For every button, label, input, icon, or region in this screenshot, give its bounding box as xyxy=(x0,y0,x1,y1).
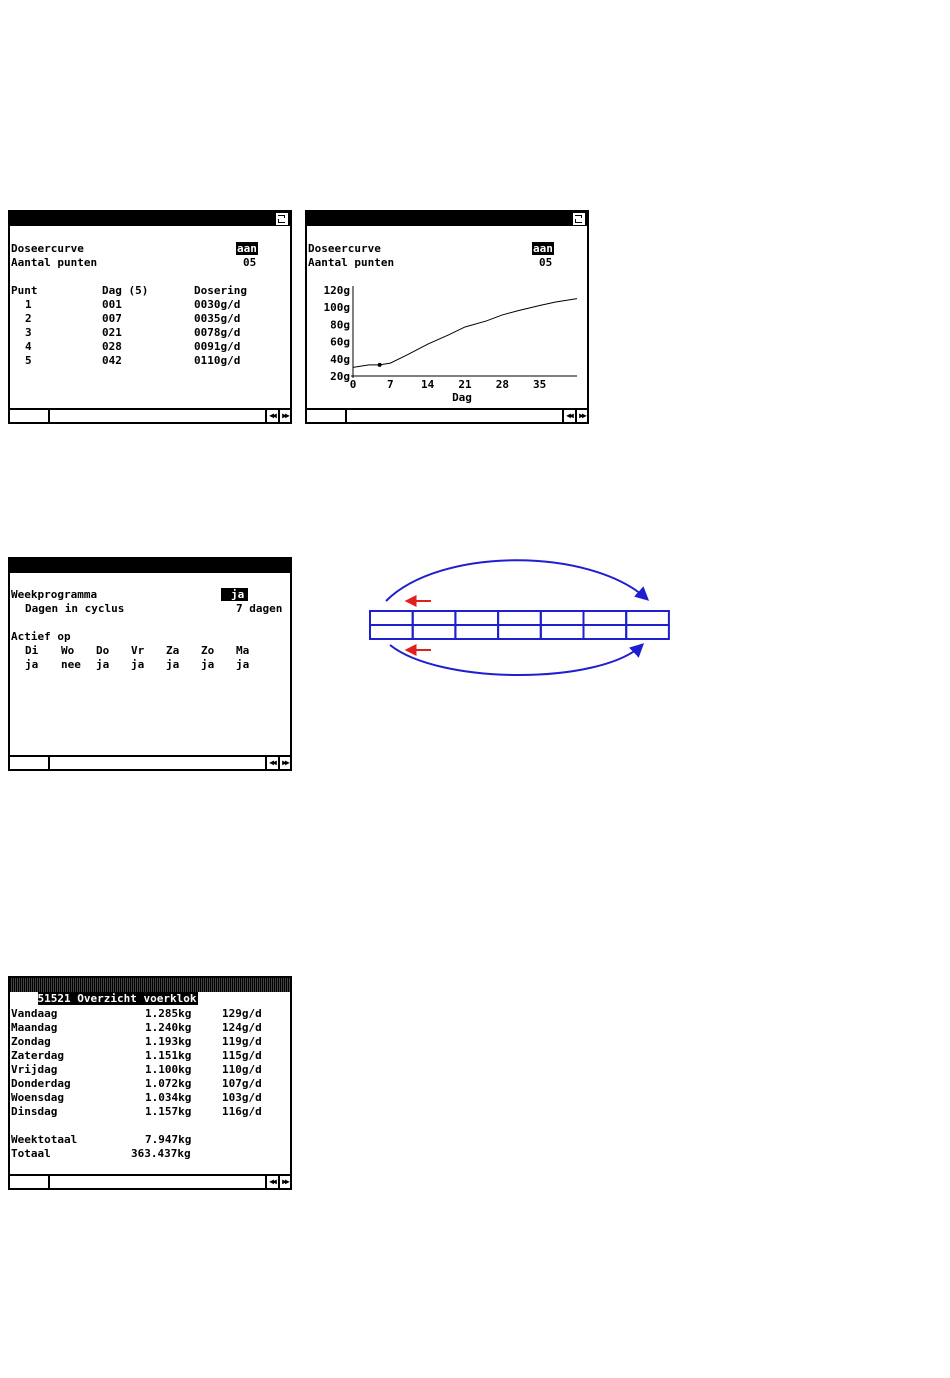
day-label: Zaterdag xyxy=(11,1049,64,1062)
day-rate: 119g/d xyxy=(222,1035,262,1048)
screen-title: 5142 Doseercurve voerklok xyxy=(334,226,501,239)
cycle-cell xyxy=(370,625,413,639)
doseercurve-label: Doseercurve xyxy=(308,242,381,255)
y-tick-label: 100g xyxy=(323,301,350,315)
dosing-curve-graph-screen xyxy=(305,210,589,424)
totaal-value: 363.437kg xyxy=(131,1147,191,1160)
cycle-cell xyxy=(541,625,584,639)
cycle-cell xyxy=(370,611,413,625)
row-punt: 2 xyxy=(25,312,32,325)
row-dag[interactable]: 001 xyxy=(102,298,122,311)
day-active-value[interactable]: nee xyxy=(61,658,81,671)
day-total: 1.240kg xyxy=(145,1021,192,1034)
aantal-punten-value[interactable]: 05 xyxy=(243,256,257,269)
y-tick-label: 80g xyxy=(330,318,350,332)
day-active-value[interactable]: ja xyxy=(166,658,180,671)
row-dosering[interactable]: 0091g/d xyxy=(194,340,241,353)
softkey-bar xyxy=(10,408,290,422)
softkey-divider xyxy=(48,410,50,422)
day-header: Ma xyxy=(236,644,250,657)
row-dosering[interactable]: 0035g/d xyxy=(194,312,241,325)
row-dosering[interactable]: 0078g/d xyxy=(194,326,241,339)
day-header: Do xyxy=(96,644,110,657)
cycle-cell xyxy=(413,625,456,639)
row-dag[interactable]: 007 xyxy=(102,312,122,325)
softkey-divider xyxy=(48,757,50,769)
top-cycle-arrow xyxy=(386,560,647,601)
day-total: 1.034kg xyxy=(145,1091,192,1104)
day-rate: 129g/d xyxy=(222,1007,262,1020)
weektotaal-value: 7.947kg xyxy=(145,1133,192,1146)
softkey-bar xyxy=(307,408,587,422)
row-punt: 3 xyxy=(25,326,32,339)
softkey-bar xyxy=(10,1174,290,1188)
doseercurve-label: Doseercurve xyxy=(11,242,84,255)
series-line xyxy=(353,299,577,368)
cycle-cell xyxy=(455,625,498,639)
day-label: Zondag xyxy=(11,1035,51,1048)
x-tick-label: 35 xyxy=(533,378,547,391)
screen-title: 5141 Weekprogramma voerklok xyxy=(37,573,217,586)
fast-forward-icon[interactable]: ▶▶ xyxy=(278,1176,290,1188)
y-tick-label: 20g xyxy=(330,370,350,383)
day-label: Maandag xyxy=(11,1021,58,1034)
cycle-cell xyxy=(413,611,456,625)
row-dag[interactable]: 021 xyxy=(102,326,122,339)
dosing-curve-table-screen xyxy=(8,210,292,424)
day-rate: 115g/d xyxy=(222,1049,262,1062)
day-rate: 103g/d xyxy=(222,1091,262,1104)
dagen-in-cyclus-label: Dagen in cyclus xyxy=(25,602,125,615)
cycle-cell xyxy=(626,625,669,639)
column-header-dosering: Dosering xyxy=(194,284,247,297)
row-punt: 5 xyxy=(25,354,32,367)
cycle-cell xyxy=(541,611,584,625)
row-dosering[interactable]: 0110g/d xyxy=(194,354,241,367)
day-rate: 110g/d xyxy=(222,1063,262,1076)
cursor-point xyxy=(378,363,382,367)
day-header: Di xyxy=(25,644,39,657)
x-axis-label: Dag xyxy=(452,391,472,404)
cycle-cell xyxy=(626,611,669,625)
y-tick-label: 60g xyxy=(330,335,350,349)
fast-forward-icon[interactable]: ▶▶ xyxy=(278,757,290,769)
weektotaal-label: Weektotaal xyxy=(11,1133,78,1146)
day-total: 1.072kg xyxy=(145,1077,192,1090)
softkey-divider xyxy=(345,410,347,422)
row-dag[interactable]: 028 xyxy=(102,340,122,353)
dosing-curve-chart xyxy=(307,280,587,408)
cycle-cell xyxy=(584,611,627,625)
day-label: Donderdag xyxy=(11,1077,71,1090)
page-switch-icon[interactable] xyxy=(573,213,585,225)
actief-op-label: Actief op xyxy=(11,630,71,643)
row-punt: 4 xyxy=(25,340,32,353)
day-total: 1.285kg xyxy=(145,1007,192,1020)
row-dag[interactable]: 042 xyxy=(102,354,122,367)
aantal-punten-label: Aantal punten xyxy=(308,256,395,269)
aantal-punten-value[interactable]: 05 xyxy=(539,256,553,269)
cycle-cell xyxy=(584,625,627,639)
totaal-label: Totaal xyxy=(11,1147,51,1160)
rewind-icon[interactable]: ◀◀ xyxy=(265,410,277,422)
screen-title: 51521 Overzicht voerklok xyxy=(37,992,197,1005)
column-header-punt: Punt xyxy=(11,284,38,297)
x-tick-label: 21 xyxy=(458,378,472,391)
day-active-value[interactable]: ja xyxy=(131,658,145,671)
day-label: Vandaag xyxy=(11,1007,58,1020)
week-program-screen xyxy=(8,557,292,771)
column-header-dag: Dag (5) xyxy=(102,284,149,297)
screen-title-bar xyxy=(10,978,290,1005)
doseercurve-value[interactable]: aan xyxy=(237,242,257,255)
overview-screen xyxy=(8,976,292,1190)
rewind-icon[interactable]: ◀◀ xyxy=(265,1176,277,1188)
day-header: Za xyxy=(166,644,180,657)
rewind-icon[interactable]: ◀◀ xyxy=(562,410,574,422)
day-total: 1.157kg xyxy=(145,1105,192,1118)
screen-title: 5142 Doseercurve voerklok xyxy=(37,226,204,239)
doseercurve-value[interactable]: aan xyxy=(533,242,553,255)
softkey-divider xyxy=(48,1176,50,1188)
row-punt: 1 xyxy=(25,298,32,311)
x-tick-label: 0 xyxy=(349,378,357,391)
screen-title-bar xyxy=(10,212,290,239)
x-tick-label: 14 xyxy=(421,378,435,391)
page-switch-icon[interactable] xyxy=(276,213,288,225)
aantal-punten-label: Aantal punten xyxy=(11,256,98,269)
screen-title-bar xyxy=(307,212,587,239)
x-tick-label: 28 xyxy=(495,378,509,391)
week-cycle-diagram xyxy=(360,555,680,685)
y-tick-label: 120g xyxy=(323,284,350,297)
day-active-value[interactable]: ja xyxy=(25,658,39,671)
day-header: Vr xyxy=(131,644,145,657)
cycle-cell xyxy=(498,611,541,625)
day-active-value[interactable]: ja xyxy=(201,658,215,671)
day-active-value[interactable]: ja xyxy=(236,658,250,671)
day-header: Zo xyxy=(201,644,215,657)
day-total: 1.193kg xyxy=(145,1035,192,1048)
day-rate: 116g/d xyxy=(222,1105,262,1118)
cycle-cell xyxy=(498,625,541,639)
day-active-value[interactable]: ja xyxy=(96,658,110,671)
weekprogramma-label: Weekprogramma xyxy=(11,588,98,601)
day-label: Dinsdag xyxy=(11,1105,58,1118)
day-total: 1.100kg xyxy=(145,1063,192,1076)
day-rate: 107g/d xyxy=(222,1077,262,1090)
y-tick-label: 40g xyxy=(330,352,350,366)
day-total: 1.151kg xyxy=(145,1049,192,1062)
x-tick-label: 7 xyxy=(387,378,394,391)
fast-forward-icon[interactable]: ▶▶ xyxy=(575,410,587,422)
row-dosering[interactable]: 0030g/d xyxy=(194,298,241,311)
cycle-cell xyxy=(455,611,498,625)
rewind-icon[interactable]: ◀◀ xyxy=(265,757,277,769)
weekprogramma-value[interactable]: ja xyxy=(221,588,248,601)
dagen-in-cyclus-value[interactable]: 7 dagen xyxy=(236,602,283,615)
day-rate: 124g/d xyxy=(222,1021,262,1034)
softkey-bar xyxy=(10,755,290,769)
day-header: Wo xyxy=(61,644,75,657)
day-label: Woensdag xyxy=(11,1091,64,1104)
day-label: Vrijdag xyxy=(11,1063,58,1076)
screen-title-bar xyxy=(10,559,290,586)
fast-forward-icon[interactable]: ▶▶ xyxy=(278,410,290,422)
